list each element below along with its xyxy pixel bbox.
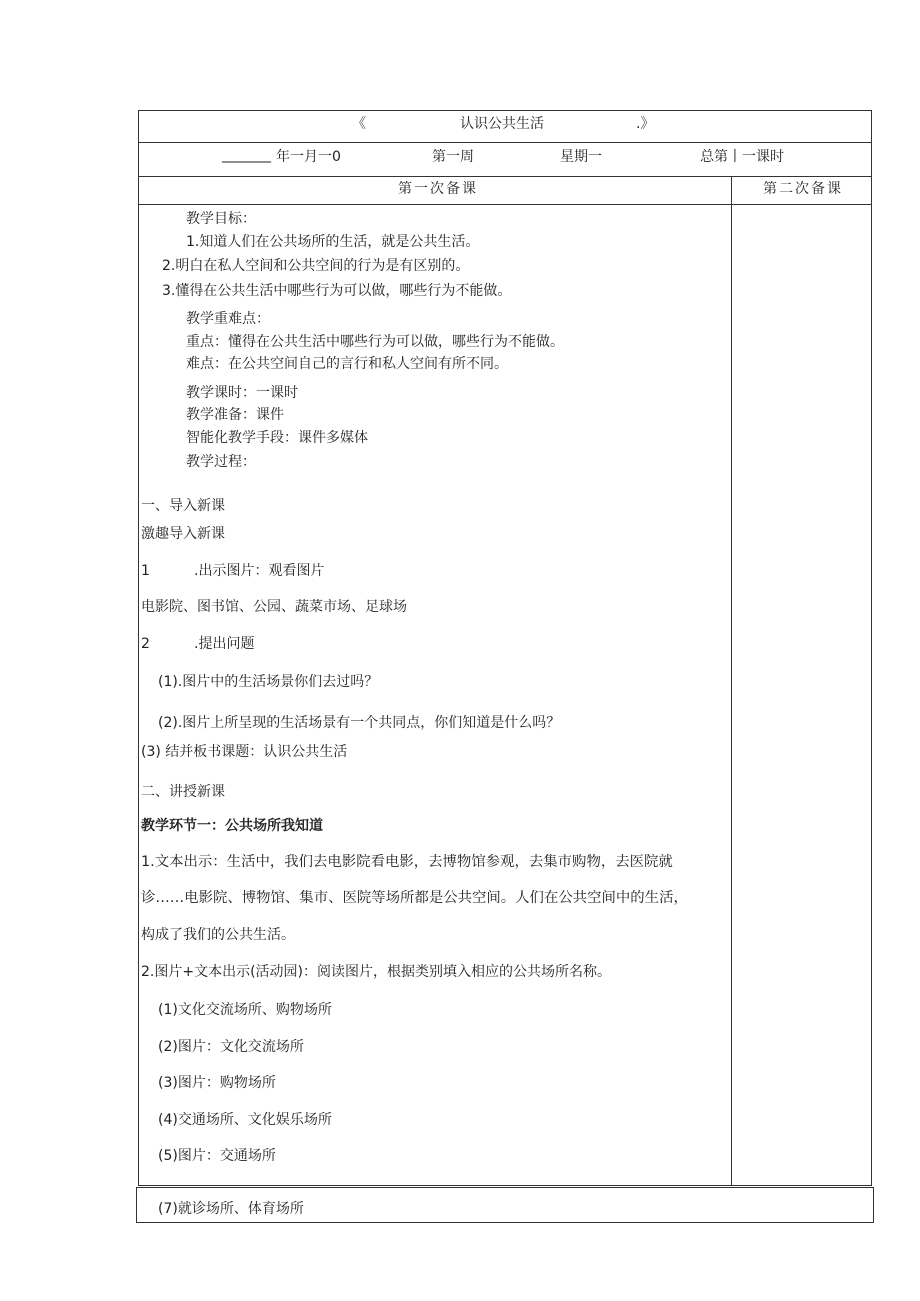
row-divider-title xyxy=(138,142,872,143)
week-label: 第一周 xyxy=(432,149,474,165)
continuation-right-border xyxy=(873,1187,874,1222)
paragraph-1-line-2: 诊……电影院、博物馆、集市、医院等场所都是公共空间。人们在公共空间中的生活， xyxy=(141,890,688,906)
place-item: (2)图片：文化交流场所 xyxy=(158,1039,304,1055)
place-item: (1)文化交流场所、购物场所 xyxy=(158,1002,332,1018)
table-bottom-border xyxy=(138,1185,872,1186)
row-divider-date xyxy=(138,176,872,177)
step2-text: .提出问题 xyxy=(194,636,255,652)
date-blank: _______ xyxy=(222,147,271,163)
places-list: 电影院、图书馆、公园、蔬菜市场、足球场 xyxy=(141,599,407,615)
continuation-left-border xyxy=(136,1187,137,1222)
continued-item: (7)就诊场所、体育场所 xyxy=(158,1201,304,1217)
paragraph-1-line-3: 构成了我们的公共生活。 xyxy=(141,927,295,943)
table-right-border xyxy=(871,110,872,1185)
objectives-heading: 教学目标： xyxy=(186,211,256,227)
objective-item: 2.明白在私人空间和公共空间的行为是有区别的。 xyxy=(162,258,470,274)
paragraph-1-line-1: 1.文本出示：生活中，我们去电影院看电影，去博物馆参观，去集市购物，去医院就 xyxy=(141,854,673,870)
continuation-top-border xyxy=(136,1187,874,1188)
question-2: (2).图片上所呈现的生活场景有一个共同点，你们知道是什么吗？ xyxy=(158,715,561,731)
step2-number: 2 xyxy=(141,636,150,652)
title-close-bracket: .》 xyxy=(636,116,655,132)
difficult-point: 难点：在公共空间自己的言行和私人空间有所不同。 xyxy=(186,356,508,372)
objective-item: 3.懂得在公共生活中哪些行为可以做，哪些行为不能做。 xyxy=(162,283,512,299)
question-3: (3) 结并板书课题：认识公共生活 xyxy=(141,744,348,760)
teaching-link-1: 教学环节一：公共场所我知道 xyxy=(141,818,323,834)
step1-text: .出示图片：观看图片 xyxy=(194,563,325,579)
date-text: 年一月一0 xyxy=(276,149,341,165)
column-divider xyxy=(731,176,732,1185)
teaching-process: 教学过程： xyxy=(186,454,256,470)
paragraph-2: 2.图片+文本出示(活动园)：阅读图片，根据类别填入相应的公共场所名称。 xyxy=(141,964,612,980)
objective-item: 1.知道人们在公共场所的生活，就是公共生活。 xyxy=(186,234,480,250)
row-divider-columns xyxy=(138,204,872,205)
second-prep-header: 第二次备课 xyxy=(763,181,843,197)
question-1: (1).图片中的生活场景你们去过吗？ xyxy=(158,674,379,690)
key-point: 重点：懂得在公共生活中哪些行为可以做，哪些行为不能做。 xyxy=(186,334,564,350)
page-title: 认识公共生活 xyxy=(460,116,544,132)
table-top-border xyxy=(138,110,872,111)
section1-sub: 激趣导入新课 xyxy=(141,526,225,542)
section2-heading: 二、讲授新课 xyxy=(141,784,225,800)
lesson-count: 总第丨一课时 xyxy=(700,149,784,165)
section1-heading: 一、导入新课 xyxy=(141,498,225,514)
first-prep-header: 第一次备课 xyxy=(398,181,478,197)
place-item: (5)图片：交通场所 xyxy=(158,1148,276,1164)
teaching-prep: 教学准备：课件 xyxy=(186,407,284,423)
teaching-hours: 教学课时：一课时 xyxy=(186,385,298,401)
weekday-label: 星期一 xyxy=(560,149,602,165)
table-left-border xyxy=(138,110,139,1185)
place-item: (3)图片：购物场所 xyxy=(158,1075,276,1091)
teaching-means: 智能化教学手段：课件多媒体 xyxy=(186,430,368,446)
continuation-bottom-border xyxy=(136,1222,874,1223)
key-points-heading: 教学重难点： xyxy=(186,311,270,327)
step1-number: 1 xyxy=(141,563,150,579)
title-open-bracket: 《 xyxy=(352,116,366,132)
place-item: (4)交通场所、文化娱乐场所 xyxy=(158,1112,332,1128)
